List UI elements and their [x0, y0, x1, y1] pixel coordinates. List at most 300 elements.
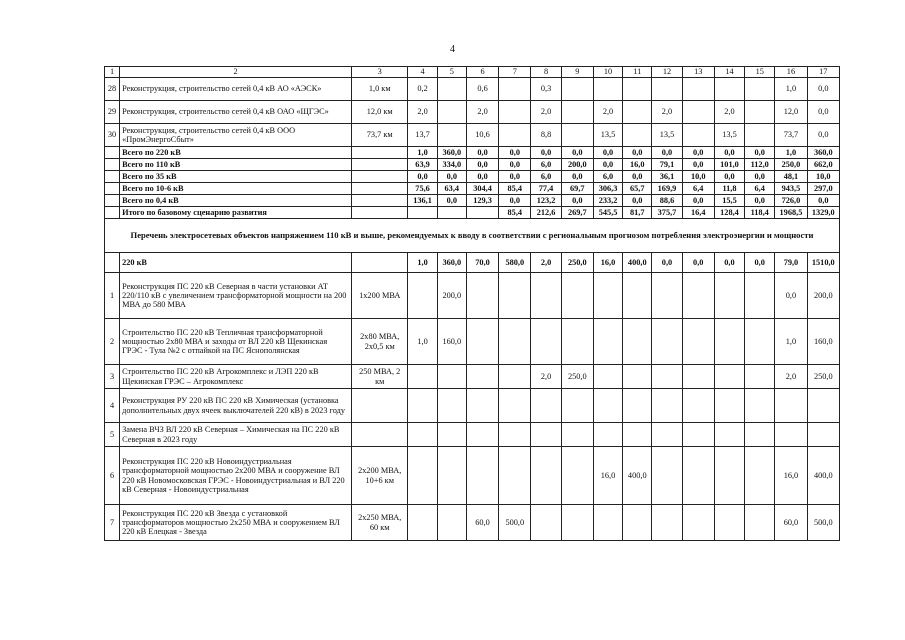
total-value-cell: 6,0	[531, 171, 561, 183]
value-cell: 1,0	[775, 319, 807, 365]
parameters-cell	[352, 389, 408, 423]
value-cell	[499, 423, 531, 447]
value-cell	[714, 78, 744, 101]
parameters-cell	[352, 147, 408, 159]
value-cell: 0,0	[807, 78, 839, 101]
value-cell	[714, 273, 744, 319]
value-cell	[561, 273, 593, 319]
total-value-cell: 0,0	[623, 147, 652, 159]
value-cell	[807, 389, 839, 423]
table-row	[105, 447, 840, 505]
total-value-cell: 169,9	[652, 183, 682, 195]
column-number-cell: 13	[682, 67, 714, 78]
table-row	[105, 101, 840, 124]
value-cell: 200,0	[437, 273, 466, 319]
column-number-cell: 3	[352, 67, 408, 78]
total-value-cell: 85,4	[499, 207, 531, 219]
total-value-cell: 6,0	[531, 159, 561, 171]
value-cell	[682, 423, 714, 447]
value-cell	[652, 273, 682, 319]
group-value-cell: 250,0	[561, 253, 593, 273]
total-value-cell: 0,0	[593, 147, 622, 159]
value-cell	[745, 124, 775, 147]
value-cell	[499, 365, 531, 389]
total-value-cell: 0,0	[593, 159, 622, 171]
value-cell	[499, 389, 531, 423]
value-cell	[593, 365, 622, 389]
value-cell	[437, 365, 466, 389]
total-value-cell: 1968,5	[775, 207, 807, 219]
value-cell	[652, 365, 682, 389]
total-value-cell: 0,0	[652, 147, 682, 159]
value-cell	[745, 505, 775, 541]
total-value-cell: 1,0	[408, 147, 437, 159]
object-name-cell: Реконструкция ПС 220 кВ Звезда с установкой трансформаторов мощностью 2х250 МВА и сооружением ВЛ 220 кВ Елецкая - Звезда	[120, 505, 352, 541]
value-cell	[593, 389, 622, 423]
total-value-cell: 0,0	[561, 195, 593, 207]
table-row	[105, 219, 840, 253]
value-cell	[408, 365, 437, 389]
value-cell	[652, 505, 682, 541]
column-number-cell: 9	[561, 67, 593, 78]
table-row	[105, 319, 840, 365]
value-cell	[623, 423, 652, 447]
value-cell	[437, 423, 466, 447]
group-value-cell: 1510,0	[807, 253, 839, 273]
total-value-cell: 0,0	[561, 171, 593, 183]
group-value-cell: 79,0	[775, 253, 807, 273]
value-cell	[408, 389, 437, 423]
total-value-cell: 0,0	[807, 195, 839, 207]
object-name-cell: Реконструкция ПС 220 кВ Северная в части установки АТ 220/110 кВ с увеличением трансформаторной мощности на 200 МВА до 580 МВА	[120, 273, 352, 319]
value-cell: 2,0	[593, 101, 622, 124]
value-cell	[408, 447, 437, 505]
row-number-cell	[105, 195, 120, 207]
total-value-cell: 36,1	[652, 171, 682, 183]
total-value-cell: 0,0	[531, 147, 561, 159]
value-cell	[682, 273, 714, 319]
value-cell	[682, 365, 714, 389]
total-value-cell: 360,0	[437, 147, 466, 159]
value-cell	[531, 447, 561, 505]
value-cell	[531, 319, 561, 365]
value-cell	[466, 389, 498, 423]
value-cell: 500,0	[499, 505, 531, 541]
value-cell: 8,8	[531, 124, 561, 147]
value-cell	[437, 101, 466, 124]
value-cell	[682, 505, 714, 541]
value-cell: 0,2	[408, 78, 437, 101]
object-name-cell: Замена ВЧЗ ВЛ 220 кВ Северная – Химическая на ПС 220 кВ Северная в 2023 году	[120, 423, 352, 447]
group-label-cell: 220 кВ	[120, 253, 352, 273]
value-cell: 400,0	[807, 447, 839, 505]
total-value-cell: 545,5	[593, 207, 622, 219]
table-row	[105, 183, 840, 195]
value-cell	[466, 319, 498, 365]
value-cell	[499, 447, 531, 505]
value-cell	[775, 423, 807, 447]
table-row	[105, 67, 840, 78]
total-value-cell: 0,0	[466, 171, 498, 183]
value-cell	[561, 78, 593, 101]
group-value-cell: 400,0	[623, 253, 652, 273]
value-cell	[745, 273, 775, 319]
row-number-cell: 3	[105, 365, 120, 389]
object-name-cell: Реконструкция, строительство сетей 0,4 кВ ОАО «ЩГЭС»	[120, 101, 352, 124]
table-row	[105, 389, 840, 423]
total-value-cell	[408, 207, 437, 219]
column-number-cell: 2	[120, 67, 352, 78]
column-number-cell: 14	[714, 67, 744, 78]
group-value-cell: 0,0	[652, 253, 682, 273]
value-cell	[408, 423, 437, 447]
value-cell: 250,0	[807, 365, 839, 389]
total-value-cell: 88,6	[652, 195, 682, 207]
row-number-cell	[105, 253, 120, 273]
total-value-cell: 77,4	[531, 183, 561, 195]
value-cell: 16,0	[593, 447, 622, 505]
value-cell: 16,0	[775, 447, 807, 505]
total-value-cell	[466, 207, 498, 219]
parameters-cell: 12,0 км	[352, 101, 408, 124]
value-cell	[531, 389, 561, 423]
value-cell: 0,0	[807, 101, 839, 124]
column-number-cell: 6	[466, 67, 498, 78]
total-value-cell: 0,0	[682, 195, 714, 207]
value-cell: 13,7	[408, 124, 437, 147]
group-value-cell: 580,0	[499, 253, 531, 273]
parameters-cell: 2х250 МВА, 60 км	[352, 505, 408, 541]
total-value-cell: 250,0	[775, 159, 807, 171]
value-cell: 13,5	[593, 124, 622, 147]
value-cell	[623, 78, 652, 101]
total-value-cell: 0,0	[499, 159, 531, 171]
table-row	[105, 78, 840, 101]
row-number-cell: 29	[105, 101, 120, 124]
table-row	[105, 147, 840, 159]
total-value-cell: 10,0	[807, 171, 839, 183]
total-value-cell: 0,0	[682, 147, 714, 159]
total-label-cell: Всего по 220 кВ	[120, 147, 352, 159]
total-value-cell: 1,0	[775, 147, 807, 159]
value-cell: 2,0	[408, 101, 437, 124]
parameters-cell	[352, 195, 408, 207]
total-value-cell: 200,0	[561, 159, 593, 171]
parameters-cell: 1,0 км	[352, 78, 408, 101]
value-cell	[623, 273, 652, 319]
total-value-cell: 306,3	[593, 183, 622, 195]
value-cell	[593, 505, 622, 541]
row-number-cell: 5	[105, 423, 120, 447]
value-cell: 2,0	[714, 101, 744, 124]
row-number-cell: 28	[105, 78, 120, 101]
group-value-cell: 70,0	[466, 253, 498, 273]
value-cell	[466, 273, 498, 319]
value-cell	[499, 273, 531, 319]
total-label-cell: Всего по 0,4 кВ	[120, 195, 352, 207]
column-number-cell: 15	[745, 67, 775, 78]
value-cell	[807, 423, 839, 447]
value-cell	[531, 423, 561, 447]
total-value-cell: 0,0	[714, 171, 744, 183]
parameters-cell: 250 МВА, 2 км	[352, 365, 408, 389]
group-value-cell: 2,0	[531, 253, 561, 273]
column-number-cell: 4	[408, 67, 437, 78]
group-value-cell: 0,0	[745, 253, 775, 273]
value-cell	[652, 78, 682, 101]
value-cell	[745, 423, 775, 447]
column-number-cell: 10	[593, 67, 622, 78]
parameters-cell: 2х80 МВА, 2х0,5 км	[352, 319, 408, 365]
value-cell	[531, 505, 561, 541]
value-cell	[561, 101, 593, 124]
value-cell	[714, 389, 744, 423]
value-cell	[499, 319, 531, 365]
value-cell	[466, 365, 498, 389]
total-value-cell: 0,0	[745, 147, 775, 159]
value-cell	[745, 447, 775, 505]
table-row	[105, 207, 840, 219]
value-cell	[623, 505, 652, 541]
value-cell	[682, 124, 714, 147]
parameters-cell: 2х200 МВА, 10+6 км	[352, 447, 408, 505]
total-value-cell: 16,0	[623, 159, 652, 171]
total-value-cell: 334,0	[437, 159, 466, 171]
total-value-cell: 136,1	[408, 195, 437, 207]
total-value-cell: 48,1	[775, 171, 807, 183]
value-cell	[593, 273, 622, 319]
value-cell	[623, 389, 652, 423]
value-cell: 2,0	[652, 101, 682, 124]
total-value-cell: 0,0	[714, 147, 744, 159]
total-label-cell: Всего по 35 кВ	[120, 171, 352, 183]
value-cell	[499, 101, 531, 124]
value-cell	[466, 423, 498, 447]
total-value-cell: 10,0	[682, 171, 714, 183]
table-row	[105, 195, 840, 207]
total-value-cell: 0,0	[437, 195, 466, 207]
column-number-cell: 7	[499, 67, 531, 78]
total-value-cell: 662,0	[807, 159, 839, 171]
value-cell	[623, 101, 652, 124]
value-cell	[745, 78, 775, 101]
total-value-cell: 6,4	[682, 183, 714, 195]
parameters-cell: 1х200 МВА	[352, 273, 408, 319]
value-cell	[437, 447, 466, 505]
row-number-cell	[105, 183, 120, 195]
table-row	[105, 171, 840, 183]
value-cell	[437, 389, 466, 423]
total-value-cell: 0,0	[682, 159, 714, 171]
column-number-cell: 16	[775, 67, 807, 78]
value-cell	[623, 319, 652, 365]
value-cell: 13,5	[652, 124, 682, 147]
total-label-cell: Итого по базовому сценарию развития	[120, 207, 352, 219]
parameters-cell	[352, 423, 408, 447]
object-name-cell: Реконструкция, строительство сетей 0,4 кВ ООО «ПромЭнергоСбыт»	[120, 124, 352, 147]
row-number-cell: 2	[105, 319, 120, 365]
column-number-cell: 17	[807, 67, 839, 78]
value-cell: 250,0	[561, 365, 593, 389]
value-cell	[466, 447, 498, 505]
value-cell	[408, 505, 437, 541]
row-number-cell	[105, 171, 120, 183]
row-number-cell: 4	[105, 389, 120, 423]
parameters-cell	[352, 183, 408, 195]
table-row	[105, 505, 840, 541]
total-value-cell: 1329,0	[807, 207, 839, 219]
total-value-cell: 16,4	[682, 207, 714, 219]
value-cell	[652, 389, 682, 423]
total-value-cell: 63,9	[408, 159, 437, 171]
value-cell	[714, 365, 744, 389]
total-value-cell: 0,0	[437, 171, 466, 183]
row-number-cell: 6	[105, 447, 120, 505]
total-value-cell: 15,5	[714, 195, 744, 207]
value-cell	[561, 124, 593, 147]
table-row	[105, 253, 840, 273]
value-cell	[593, 78, 622, 101]
value-cell	[652, 319, 682, 365]
row-number-cell: 1	[105, 273, 120, 319]
group-value-cell: 0,0	[682, 253, 714, 273]
total-value-cell: 297,0	[807, 183, 839, 195]
total-value-cell: 0,0	[499, 195, 531, 207]
total-value-cell: 11,8	[714, 183, 744, 195]
value-cell	[775, 389, 807, 423]
object-name-cell: Реконструкция, строительство сетей 0,4 кВ АО «АЭСК»	[120, 78, 352, 101]
row-number-cell: 7	[105, 505, 120, 541]
value-cell	[682, 78, 714, 101]
value-cell	[745, 389, 775, 423]
value-cell	[652, 423, 682, 447]
value-cell: 200,0	[807, 273, 839, 319]
value-cell: 2,0	[466, 101, 498, 124]
total-value-cell: 75,6	[408, 183, 437, 195]
value-cell: 1,0	[775, 78, 807, 101]
parameters-cell	[352, 159, 408, 171]
total-value-cell: 123,2	[531, 195, 561, 207]
value-cell	[682, 101, 714, 124]
group-value-cell: 360,0	[437, 253, 466, 273]
row-number-cell	[105, 159, 120, 171]
value-cell	[561, 319, 593, 365]
total-label-cell: Всего по 10-6 кВ	[120, 183, 352, 195]
value-cell: 1,0	[408, 319, 437, 365]
value-cell	[682, 389, 714, 423]
value-cell: 400,0	[623, 447, 652, 505]
value-cell	[623, 124, 652, 147]
total-value-cell	[437, 207, 466, 219]
total-value-cell: 81,7	[623, 207, 652, 219]
section-title: Перечень электросетевых объектов напряжением 110 кВ и выше, рекомендуемых к вводу в соответствии с региональным прогнозом потребления электроэнергии и мощности	[105, 219, 840, 253]
value-cell: 73,7	[775, 124, 807, 147]
value-cell	[714, 447, 744, 505]
parameters-cell	[352, 171, 408, 183]
value-cell	[745, 101, 775, 124]
value-cell: 60,0	[466, 505, 498, 541]
total-value-cell: 65,7	[623, 183, 652, 195]
value-cell	[593, 423, 622, 447]
group-value-cell: 16,0	[593, 253, 622, 273]
value-cell: 60,0	[775, 505, 807, 541]
page-number: 4	[450, 44, 455, 55]
value-cell: 0,6	[466, 78, 498, 101]
total-value-cell: 118,4	[745, 207, 775, 219]
value-cell	[499, 124, 531, 147]
row-number-cell	[105, 207, 120, 219]
total-value-cell: 269,7	[561, 207, 593, 219]
total-value-cell: 0,0	[466, 147, 498, 159]
total-value-cell: 112,0	[745, 159, 775, 171]
total-value-cell: 0,0	[466, 159, 498, 171]
row-number-cell: 30	[105, 124, 120, 147]
total-value-cell: 0,0	[561, 147, 593, 159]
value-cell	[531, 273, 561, 319]
value-cell: 2,0	[531, 365, 561, 389]
value-cell: 0,0	[775, 273, 807, 319]
total-value-cell: 0,0	[499, 171, 531, 183]
table-row	[105, 423, 840, 447]
value-cell	[437, 124, 466, 147]
value-cell	[499, 78, 531, 101]
column-number-cell: 8	[531, 67, 561, 78]
object-name-cell: Строительство ПС 220 кВ Агрокомплекс и ЛЭП 220 кВ Щекинская ГРЭС – Агрокомплекс	[120, 365, 352, 389]
parameters-cell	[352, 207, 408, 219]
parameters-cell	[352, 253, 408, 273]
value-cell: 160,0	[807, 319, 839, 365]
total-value-cell: 0,0	[408, 171, 437, 183]
value-cell	[682, 447, 714, 505]
table-row	[105, 365, 840, 389]
value-cell: 13,5	[714, 124, 744, 147]
group-value-cell: 1,0	[408, 253, 437, 273]
total-value-cell: 360,0	[807, 147, 839, 159]
value-cell: 12,0	[775, 101, 807, 124]
value-cell: 2,0	[531, 101, 561, 124]
total-value-cell: 212,6	[531, 207, 561, 219]
total-value-cell: 0,0	[745, 171, 775, 183]
total-value-cell: 726,0	[775, 195, 807, 207]
total-value-cell: 943,5	[775, 183, 807, 195]
total-value-cell: 128,4	[714, 207, 744, 219]
table-row	[105, 159, 840, 171]
table-row	[105, 124, 840, 147]
object-name-cell: Реконструкция ПС 220 кВ Новоиндустриальная трансформаторной мощностью 2х200 МВА и сооружение ВЛ 220 кВ Новомосковская ГРЭС - Новоиндустриальная и ВЛ 220 кВ Северная - Новоиндустриальная	[120, 447, 352, 505]
value-cell	[745, 319, 775, 365]
total-value-cell: 0,0	[499, 147, 531, 159]
total-value-cell: 101,0	[714, 159, 744, 171]
column-number-cell: 11	[623, 67, 652, 78]
total-value-cell: 0,0	[623, 171, 652, 183]
column-number-cell: 5	[437, 67, 466, 78]
investment-table	[104, 66, 840, 541]
value-cell	[437, 78, 466, 101]
column-number-cell: 12	[652, 67, 682, 78]
value-cell: 500,0	[807, 505, 839, 541]
object-name-cell: Реконструкция РУ 220 кВ ПС 220 кВ Химическая (установка дополнительных двух ячеек выключателей 220 кВ) в 2023 году	[120, 389, 352, 423]
table-row	[105, 273, 840, 319]
value-cell	[714, 319, 744, 365]
total-value-cell: 85,4	[499, 183, 531, 195]
total-value-cell: 69,7	[561, 183, 593, 195]
total-value-cell: 0,0	[623, 195, 652, 207]
total-value-cell: 129,3	[466, 195, 498, 207]
total-value-cell: 6,0	[593, 171, 622, 183]
value-cell: 2,0	[775, 365, 807, 389]
object-name-cell: Строительство ПС 220 кВ Тепличная трансформаторной мощностью 2х80 МВА и заходы от ВЛ 220 кВ Щекинская ГРЭС - Тула №2 с отпайкой на ПС Яснополянская	[120, 319, 352, 365]
value-cell: 10,6	[466, 124, 498, 147]
